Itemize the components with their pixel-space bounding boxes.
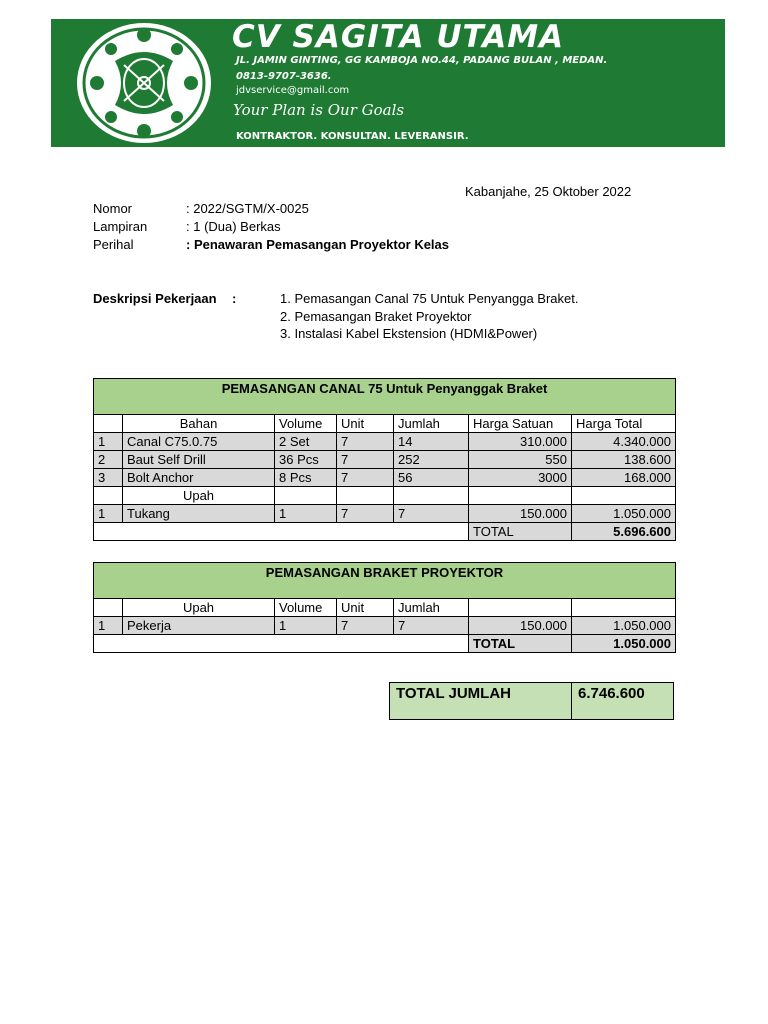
cell-item: Tukang <box>123 505 275 523</box>
company-name: CV SAGITA UTAMA <box>232 19 565 55</box>
header-harga-satuan: Harga Satuan <box>469 415 572 433</box>
cell-volume: 36 Pcs <box>275 451 337 469</box>
cell-unit: 7 <box>337 433 394 451</box>
header-bahan: Bahan <box>123 415 275 433</box>
cell-item: Baut Self Drill <box>123 451 275 469</box>
company-address: JL. JAMIN GINTING, GG KAMBOJA NO.44, PADANG BULAN , MEDAN. <box>236 55 608 66</box>
cell-jumlah: 14 <box>394 433 469 451</box>
table-header-row <box>94 599 676 617</box>
cell-harga-total: 1.050.000 <box>572 505 676 523</box>
cell-volume: 2 Set <box>275 433 337 451</box>
total-value: 5.696.600 <box>572 523 676 541</box>
table-header-row <box>94 415 676 433</box>
place-date: Kabanjahe, 25 Oktober 2022 <box>465 184 632 199</box>
cell-volume: 1 <box>275 617 337 635</box>
grand-total-label: TOTAL JUMLAH <box>390 683 572 720</box>
total-row <box>94 523 676 541</box>
nomor-value: : 2022/SGTM/X-0025 <box>186 201 309 216</box>
grand-total-value: 6.746.600 <box>572 683 674 720</box>
cell-unit: 7 <box>337 617 394 635</box>
table-canal <box>93 378 676 541</box>
cell-no: 1 <box>94 505 123 523</box>
cell-item: Canal C75.0.75 <box>123 433 275 451</box>
table-row <box>94 433 676 451</box>
cell-harga-total: 138.600 <box>572 451 676 469</box>
table-row <box>94 505 676 523</box>
table-title: PEMASANGAN CANAL 75 Untuk Penyanggak Braket <box>94 379 676 415</box>
cell-volume: 1 <box>275 505 337 523</box>
header-upah: Upah <box>123 599 275 617</box>
header-harga-total: Harga Total <box>572 415 676 433</box>
cell-no: 1 <box>94 617 123 635</box>
cell-harga-satuan: 310.000 <box>469 433 572 451</box>
header-jumlah: Jumlah <box>394 599 469 617</box>
cell-item: Bolt Anchor <box>123 469 275 487</box>
cell-harga-satuan: 150.000 <box>469 617 572 635</box>
cell-no: 3 <box>94 469 123 487</box>
description-label: Deskripsi Pekerjaan <box>93 291 217 306</box>
total-label: TOTAL <box>469 523 572 541</box>
company-logo <box>75 21 213 145</box>
table-braket <box>93 562 676 653</box>
description-item: 2. Pemasangan Braket Proyektor <box>280 309 472 324</box>
cell-harga-satuan: 3000 <box>469 469 572 487</box>
perihal-value: : Penawaran Pemasangan Proyektor Kelas <box>186 237 450 252</box>
nomor-label: Nomor <box>93 201 133 216</box>
cell-volume: 8 Pcs <box>275 469 337 487</box>
cell-jumlah: 252 <box>394 451 469 469</box>
cell-unit: 7 <box>337 505 394 523</box>
header-volume: Volume <box>275 415 337 433</box>
total-row <box>94 635 676 653</box>
cell-item: Pekerja <box>123 617 275 635</box>
header-unit: Unit <box>337 415 394 433</box>
company-phone: 0813-9707-3636. <box>236 71 332 82</box>
table-row <box>94 617 676 635</box>
cell-unit: 7 <box>337 469 394 487</box>
upah-header-row <box>94 487 676 505</box>
header-volume: Volume <box>275 599 337 617</box>
grand-total-box <box>389 682 674 720</box>
table-row <box>94 469 676 487</box>
cell-harga-total: 4.340.000 <box>572 433 676 451</box>
description-item: 3. Instalasi Kabel Ekstension (HDMI&Power) <box>280 326 538 341</box>
header-jumlah: Jumlah <box>394 415 469 433</box>
cell-no: 1 <box>94 433 123 451</box>
total-label: TOTAL <box>469 635 572 653</box>
lampiran-value: : 1 (Dua) Berkas <box>186 219 281 234</box>
company-email: jdvservice@gmail.com <box>236 85 350 96</box>
cell-jumlah: 56 <box>394 469 469 487</box>
table-title: PEMASANGAN BRAKET PROYEKTOR <box>94 563 676 599</box>
company-business: KONTRAKTOR. KONSULTAN. LEVERANSIR. <box>236 131 469 142</box>
cell-harga-satuan: 550 <box>469 451 572 469</box>
description-colon: : <box>232 291 237 306</box>
description-item: 1. Pemasangan Canal 75 Untuk Penyangga Braket. <box>280 291 579 306</box>
letterhead-banner <box>51 19 725 147</box>
cell-jumlah: 7 <box>394 505 469 523</box>
total-value: 1.050.000 <box>572 635 676 653</box>
cell-harga-total: 1.050.000 <box>572 617 676 635</box>
header-unit: Unit <box>337 599 394 617</box>
cell-harga-satuan: 150.000 <box>469 505 572 523</box>
upah-label: Upah <box>123 487 275 505</box>
company-tagline: Your Plan is Our Goals <box>233 101 405 119</box>
cell-no: 2 <box>94 451 123 469</box>
lampiran-label: Lampiran <box>93 219 148 234</box>
table-row <box>94 451 676 469</box>
perihal-label: Perihal <box>93 237 134 252</box>
cell-harga-total: 168.000 <box>572 469 676 487</box>
cell-jumlah: 7 <box>394 617 469 635</box>
cell-unit: 7 <box>337 451 394 469</box>
